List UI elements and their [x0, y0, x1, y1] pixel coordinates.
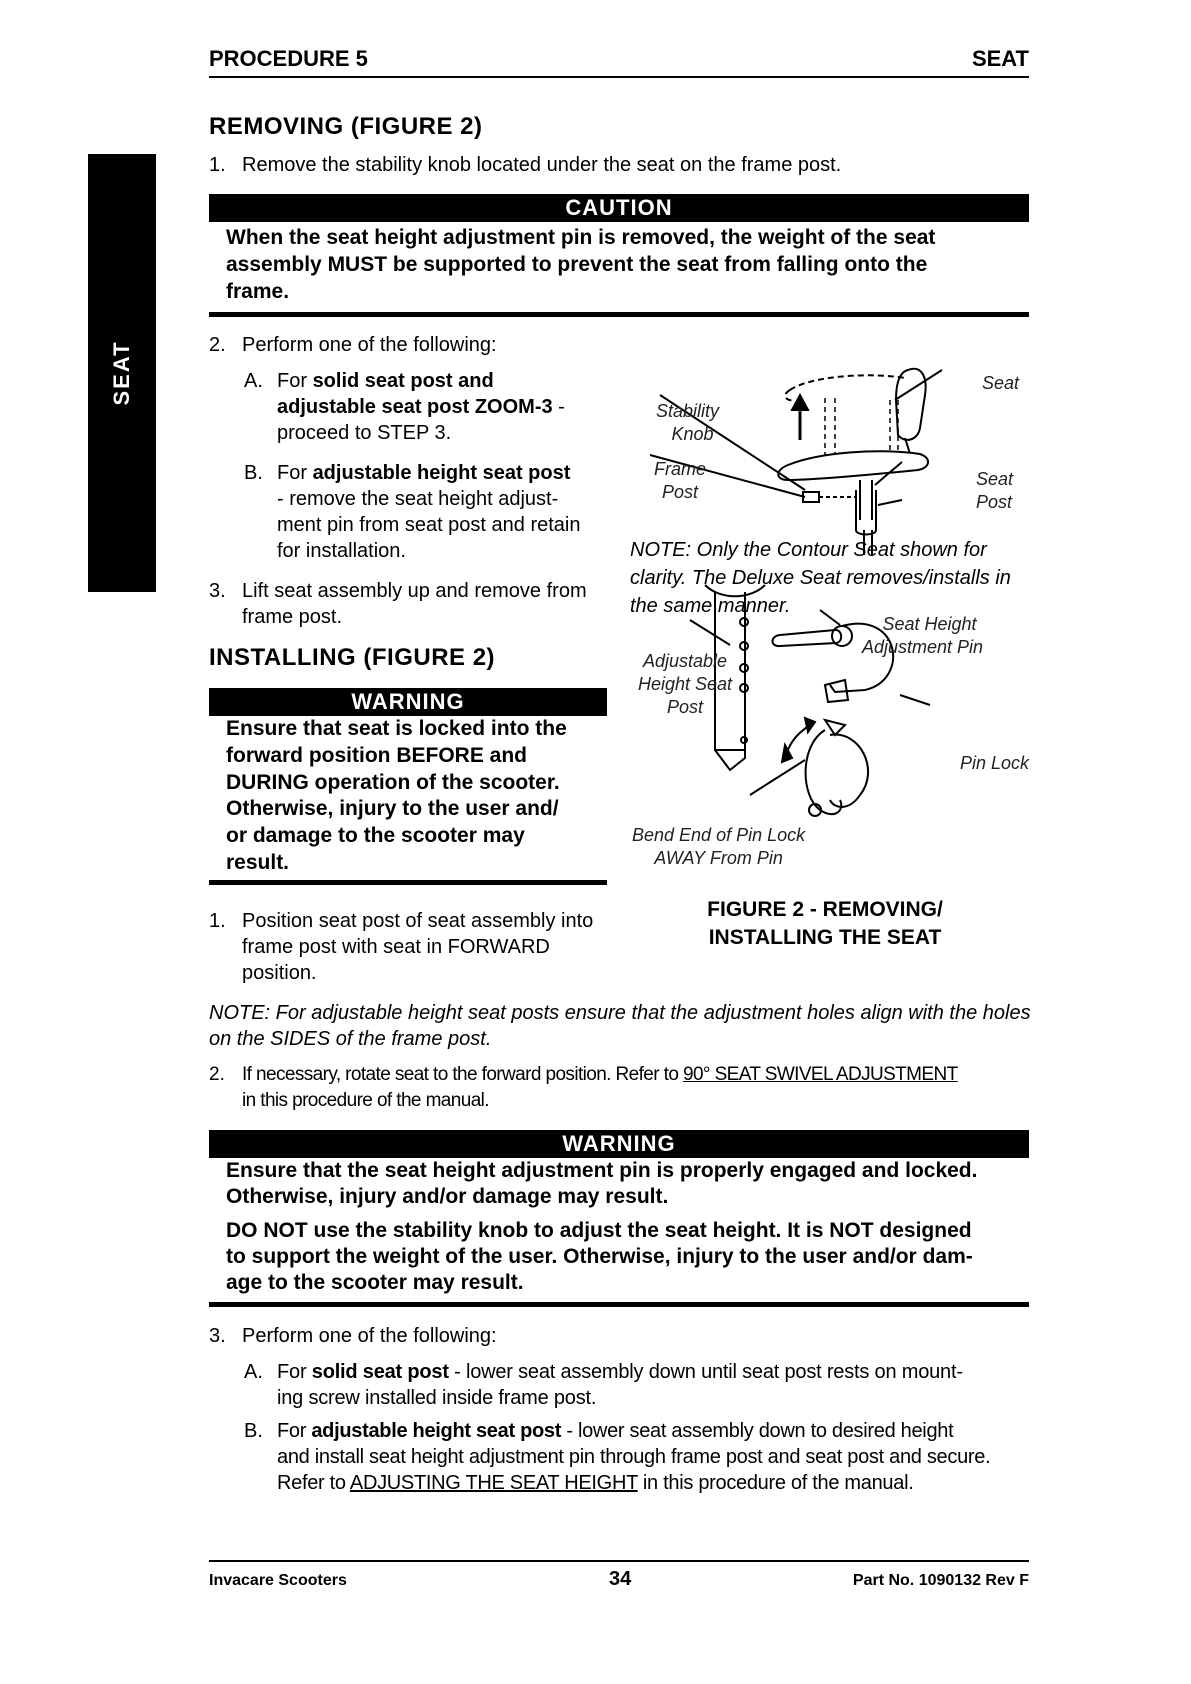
text: Seat [976, 469, 1014, 489]
substep-letter: B. [244, 462, 263, 484]
warning-bar: WARNING [209, 688, 607, 716]
text: - lower seat assembly down to desired height [561, 1420, 954, 1442]
bold-text: solid seat post and [312, 370, 494, 392]
text: for installation. [277, 540, 406, 562]
step-number: 3. [209, 580, 226, 602]
side-tab-label: SEAT [109, 340, 134, 406]
caution-line: frame. [226, 280, 290, 303]
installing-step3b [277, 1418, 1057, 1496]
caution-bar: CAUTION [209, 194, 1029, 222]
text: proceed to STEP 3. [277, 422, 452, 444]
text: Height Seat [638, 674, 733, 694]
bold-text: solid seat post [311, 1361, 449, 1383]
footer-company: Invacare Scooters [209, 1572, 347, 1589]
warning-line: result. [226, 850, 290, 874]
warning-line: to support the weight of the user. Otherwise, injury to the user and/or dam- [226, 1245, 973, 1268]
warning-rule [209, 1302, 1029, 1307]
text: Lift seat assembly up and remove from [242, 580, 587, 602]
figure-note [630, 536, 1011, 620]
text: Bend End of Pin Lock [632, 825, 806, 845]
text: Adjustable [643, 651, 728, 671]
warning-line: DURING operation of the scooter. [226, 770, 560, 794]
text: position. [242, 962, 317, 984]
text: clarity. The Deluxe Seat removes/installs in [630, 567, 1011, 589]
text: Refer to [277, 1472, 350, 1494]
header-rule [209, 76, 1029, 78]
text: NOTE: For adjustable height seat posts ensure that the adjustment holes align with the holes [209, 1002, 1031, 1024]
text: frame post with seat in FORWARD [242, 936, 550, 958]
text: Post [667, 697, 704, 717]
step-number: 2. [209, 334, 226, 356]
warning-line: Otherwise, injury and/or damage may result. [226, 1185, 669, 1208]
text: Seat Height [882, 614, 977, 634]
text: Post [976, 492, 1013, 512]
label-adjustment-pin [862, 613, 984, 659]
text: FIGURE 2 - REMOVING/ [707, 898, 943, 921]
warning-line: DO NOT use the stability knob to adjust the seat height. It is NOT designed [226, 1219, 972, 1242]
warning-text [226, 716, 567, 877]
text: frame post. [242, 606, 343, 628]
footer-rule [209, 1560, 1029, 1562]
text: in this procedure of the manual. [637, 1472, 914, 1494]
adjusting-seat-height-link[interactable]: ADJUSTING THE SEAT HEIGHT [349, 1472, 638, 1494]
warning-line: age to the scooter may result. [226, 1271, 524, 1294]
text: Stability [656, 401, 720, 421]
text: Adjustment Pin [862, 637, 984, 657]
text: - [552, 396, 565, 418]
removing-step3 [242, 578, 587, 630]
warning-line: or damage to the scooter may [226, 824, 525, 848]
text: - lower seat assembly down until seat post rests on mount- [448, 1361, 963, 1383]
text: For [277, 370, 313, 392]
caution-rule [209, 312, 1029, 317]
text: AWAY From Pin [654, 848, 783, 868]
label-seat: Seat [982, 373, 1020, 393]
removing-title: REMOVING (FIGURE 2) [209, 113, 483, 140]
warning-text [226, 1158, 977, 1296]
label-frame-post [654, 458, 706, 504]
text: NOTE: Only the Contour Seat shown for [630, 539, 987, 561]
swivel-adjustment-link[interactable]: 90° SEAT SWIVEL ADJUSTMENT [683, 1064, 958, 1085]
text: Knob [671, 424, 714, 444]
substep-letter: A. [244, 1361, 263, 1383]
step-number: 1. [209, 154, 226, 176]
text: INSTALLING THE SEAT [708, 926, 942, 949]
label-stability-knob [656, 400, 719, 446]
substep-letter: A. [244, 370, 263, 392]
text: For [277, 462, 313, 484]
installing-step3: Perform one of the following: [242, 1325, 497, 1347]
bold-text: adjustable seat post ZOOM-3 [277, 396, 553, 418]
text: - remove the seat height adjust- [277, 488, 559, 510]
text: the same manner. [630, 595, 791, 617]
label-pin-lock: Pin Lock [960, 753, 1030, 773]
text: in this procedure of the manual. [242, 1090, 489, 1111]
text: Frame [654, 459, 707, 479]
installing-step3a [277, 1359, 1037, 1411]
warning-line: Ensure that the seat height adjustment pin is properly engaged and locked. [226, 1159, 978, 1182]
removing-step2a [277, 368, 617, 446]
text: and install seat height adjustment pin through frame post and seat post and secure. [277, 1446, 991, 1468]
text: Post [662, 482, 699, 502]
label-adjustable-post [638, 650, 732, 719]
caution-line: When the seat height adjustment pin is removed, the weight of the seat [226, 226, 936, 249]
step-number: 3. [209, 1325, 226, 1347]
figure-caption [660, 896, 990, 952]
page-number: 34 [609, 1568, 632, 1590]
text: ment pin from seat post and retain [277, 514, 581, 536]
installing-note [209, 1000, 1031, 1052]
installing-step2 [242, 1062, 958, 1114]
warning-rule [209, 880, 607, 885]
side-tab [88, 154, 156, 592]
removing-step2b [277, 460, 617, 564]
removing-step1: Remove the stability knob located under the seat on the frame post. [242, 154, 842, 176]
footer-part-number: Part No. 1090132 Rev F [852, 1572, 1029, 1589]
text: ing screw installed inside frame post. [277, 1387, 597, 1409]
warning-line: Ensure that seat is locked into the [226, 717, 567, 740]
step-number: 1. [209, 910, 226, 932]
label-seat-post [976, 468, 1013, 514]
caution-line: assembly MUST be supported to prevent the seat from falling onto the [226, 253, 928, 276]
warning-line: forward position BEFORE and [226, 743, 528, 767]
text: For [277, 1361, 312, 1383]
substep-letter: B. [244, 1420, 263, 1442]
warning-bar: WARNING [209, 1130, 1029, 1158]
header-procedure: PROCEDURE 5 [209, 46, 368, 71]
removing-step2: Perform one of the following: [242, 334, 497, 356]
bold-text: adjustable height seat post [312, 462, 571, 484]
label-bend-end [632, 824, 805, 870]
caution-text [226, 224, 935, 305]
bold-text: adjustable height seat post [311, 1420, 562, 1442]
step-number: 2. [209, 1064, 225, 1085]
text: on the SIDES of the frame post. [209, 1028, 492, 1050]
text: For [277, 1420, 312, 1442]
warning-line: Otherwise, injury to the user and/ [226, 797, 559, 821]
installing-step1 [242, 908, 593, 986]
installing-title: INSTALLING (FIGURE 2) [209, 644, 496, 671]
text: If necessary, rotate seat to the forward position. Refer to [242, 1064, 683, 1085]
header-section: SEAT [971, 46, 1029, 71]
text: Position seat post of seat assembly into [242, 910, 594, 932]
